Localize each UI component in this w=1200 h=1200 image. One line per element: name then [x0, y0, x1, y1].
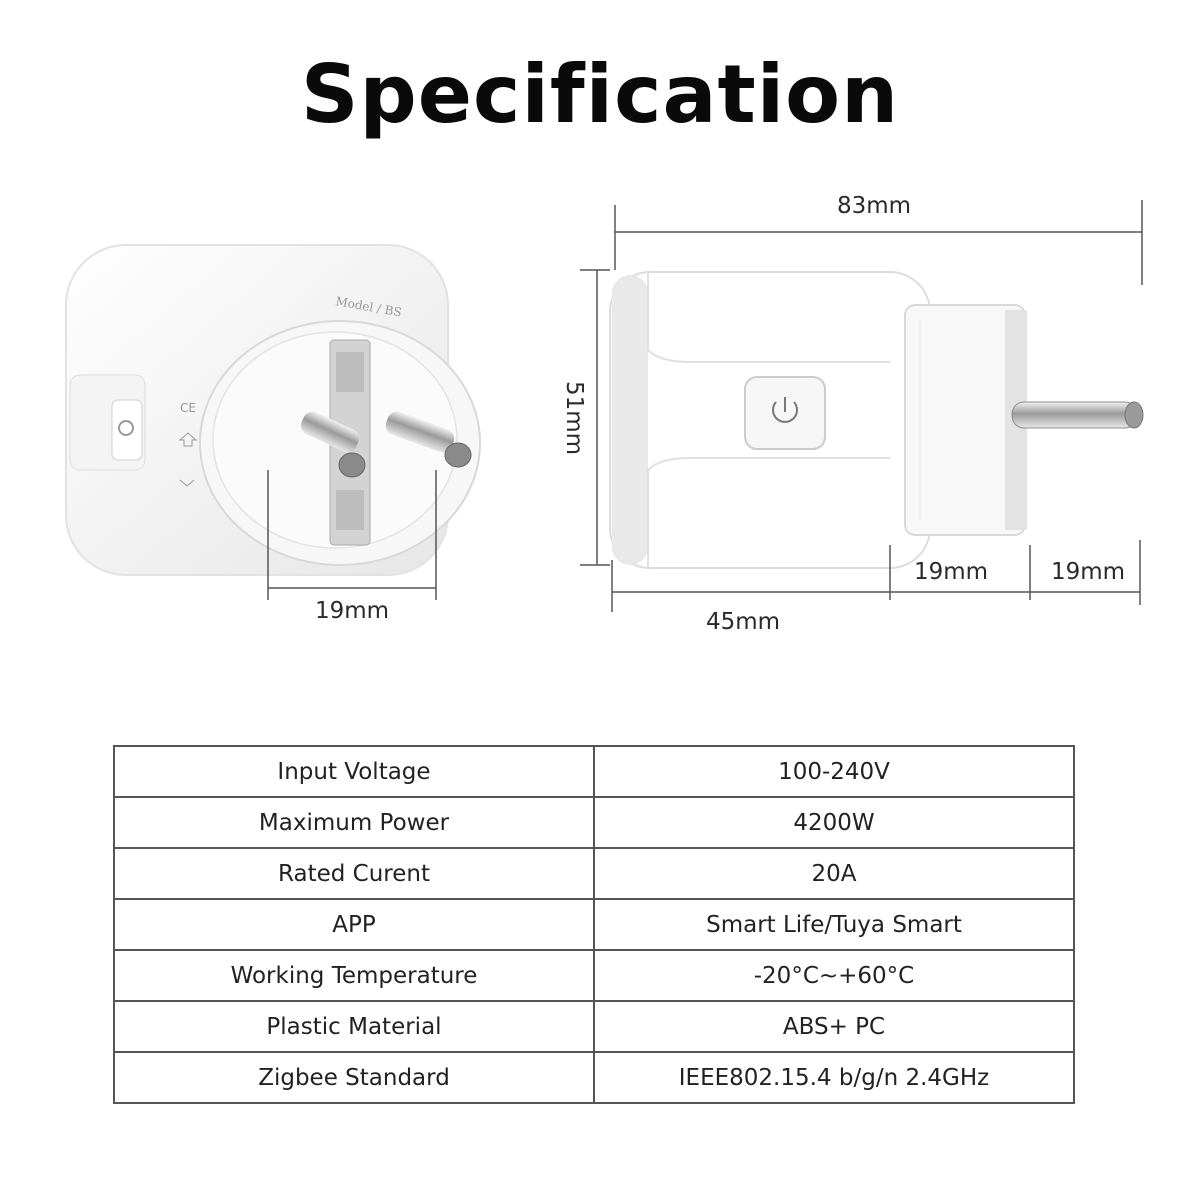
dimension-label-pin-length: 19mm: [1050, 559, 1126, 585]
table-row: [114, 848, 1074, 899]
spec-label: Rated Curent: [114, 848, 594, 899]
spec-label: Maximum Power: [114, 797, 594, 848]
dimension-label-height: 51mm: [561, 380, 587, 456]
spec-table: [113, 745, 1075, 1104]
dimension-label-total-length: 83mm: [836, 193, 912, 219]
table-row: [114, 746, 1074, 797]
spec-label: Input Voltage: [114, 746, 594, 797]
plug-front-view: [66, 245, 480, 575]
spec-value: IEEE802.15.4 b/g/n 2.4GHz: [594, 1052, 1074, 1103]
spec-value: -20°C~+60°C: [594, 950, 1074, 1001]
spec-label: APP: [114, 899, 594, 950]
plug-side-view: [610, 272, 1143, 568]
spec-label: Zigbee Standard: [114, 1052, 594, 1103]
spec-value: Smart Life/Tuya Smart: [594, 899, 1074, 950]
table-row: [114, 899, 1074, 950]
table-row: [114, 1001, 1074, 1052]
svg-text:CE: CE: [180, 401, 196, 415]
dimension-label-middle-segment: 19mm: [913, 559, 989, 585]
table-row: [114, 950, 1074, 1001]
spec-value: 4200W: [594, 797, 1074, 848]
spec-value: ABS+ PC: [594, 1001, 1074, 1052]
table-row: [114, 1052, 1074, 1103]
spec-value: 20A: [594, 848, 1074, 899]
spec-value: 100-240V: [594, 746, 1074, 797]
page-title: Specification: [300, 48, 900, 141]
table-row: [114, 797, 1074, 848]
svg-text:Model / BS: Model / BS: [334, 294, 403, 320]
spec-label: Working Temperature: [114, 950, 594, 1001]
spec-label: Plastic Material: [114, 1001, 594, 1052]
dimension-label-left-width: 19mm: [314, 598, 390, 624]
dimension-label-body-length: 45mm: [705, 609, 781, 635]
